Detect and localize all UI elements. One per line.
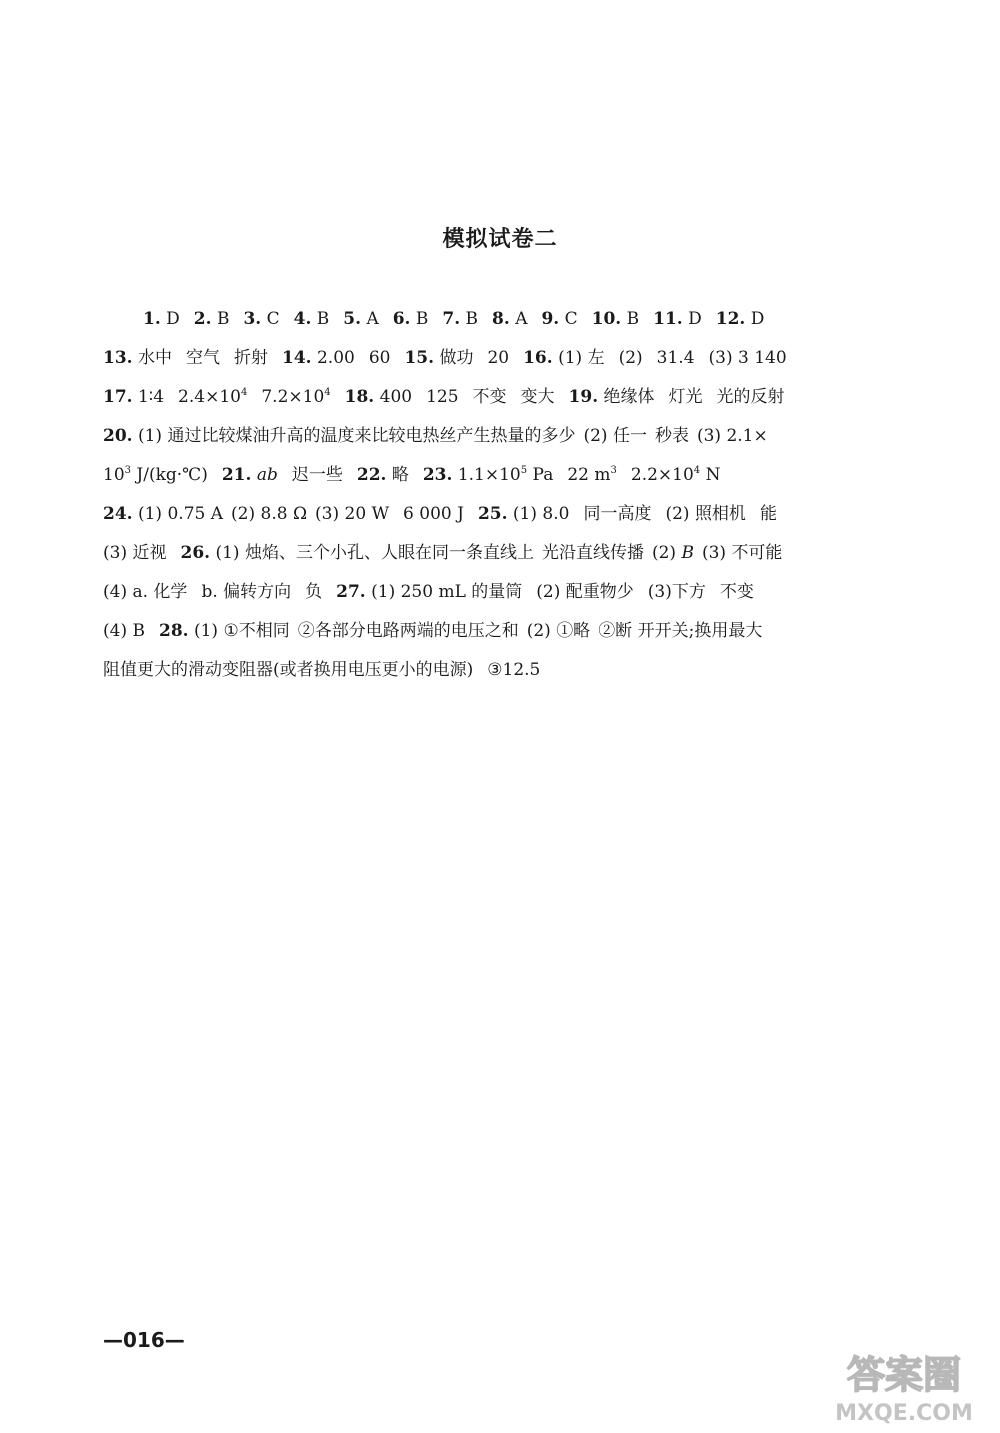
answer: 变大: [520, 387, 555, 407]
answer-line-3: [103, 378, 918, 417]
answer: (3) 2.1×: [696, 426, 768, 446]
answer: (1) 左: [558, 348, 605, 368]
answer: 略: [391, 465, 409, 485]
answer: (1) 烛焰、三个小孔、人眼在同一条直线上: [215, 543, 534, 563]
answer: 折射: [233, 348, 268, 368]
q-num: 3.: [243, 309, 262, 329]
answer: 灯光: [668, 387, 703, 407]
answer: B: [216, 309, 230, 329]
answer-line-5: [103, 456, 918, 495]
answer: 1∶4: [137, 387, 165, 407]
exponent: 3: [124, 465, 132, 476]
answer: 绝缘体: [603, 387, 655, 407]
q-num: 25.: [477, 504, 508, 524]
answer-line-10: [103, 651, 918, 690]
answer: ab: [256, 465, 278, 485]
answer: (3) 3 140: [708, 348, 787, 368]
answer: (2) 配重物少: [536, 582, 634, 602]
answer-line-7: [103, 534, 918, 573]
page-number: —016—: [103, 1328, 185, 1352]
answer: ②断 开开关;换用最大: [598, 621, 763, 641]
answer: 2.00: [316, 348, 355, 368]
q-num: 1.: [143, 309, 161, 329]
answer: ②各部分电路两端的电压之和: [297, 621, 519, 641]
unit: N: [705, 465, 721, 485]
answer: (2) ①略: [526, 621, 591, 641]
answer: D: [750, 309, 765, 329]
answer: 2.4×10: [178, 387, 241, 407]
watermark-logo: [818, 1340, 990, 1425]
unit: Pa: [532, 465, 554, 485]
answer: 迟一些: [291, 465, 343, 485]
answer: 做功: [439, 348, 474, 368]
answer: (2) 照相机: [665, 504, 746, 524]
exponent: 4: [693, 465, 701, 476]
q-num: 23.: [422, 465, 453, 485]
answer: 光沿直线传播: [541, 543, 644, 563]
answer: 60: [368, 348, 391, 368]
answer: (3) 不可能: [701, 543, 783, 563]
exponent: 3: [610, 465, 617, 476]
answer: (2) 8.8 Ω: [231, 504, 308, 524]
q-num: 19.: [568, 387, 599, 407]
q-num: 18.: [344, 387, 375, 407]
q-num: 20.: [103, 426, 133, 446]
answer: B: [681, 543, 694, 563]
answer: (3) 20 W: [315, 504, 390, 524]
answer-line-9: [103, 612, 918, 651]
answer: b. 偏转方向: [201, 582, 292, 602]
answer: 空气: [185, 348, 220, 368]
exponent: 4: [324, 387, 331, 398]
answer: A: [366, 309, 379, 329]
q-num: 12.: [715, 309, 746, 329]
q-num: 28.: [158, 621, 189, 641]
answer: B: [626, 309, 640, 329]
answer: 不变: [472, 387, 507, 407]
answer: B: [316, 309, 330, 329]
q-num: 16.: [523, 348, 553, 368]
answer: 1.1×10: [457, 465, 521, 485]
q-num: 17.: [103, 387, 133, 407]
q-num: 11.: [653, 309, 683, 329]
q-num: 6.: [392, 309, 411, 329]
answer: (1) 8.0: [512, 504, 570, 524]
answer: (4) B: [103, 621, 145, 641]
answer-line-4: [103, 417, 918, 456]
page-title: 模拟试卷二: [442, 227, 558, 252]
q-num: 14.: [281, 348, 312, 368]
q-num: 4.: [293, 309, 312, 329]
q-num: 2.: [193, 309, 212, 329]
watermark-title: 答案圈: [846, 1353, 962, 1397]
exponent: 4: [240, 387, 248, 398]
watermark-url: MXQE.COM: [835, 1401, 973, 1425]
answer: C: [564, 309, 578, 329]
answer: C: [266, 309, 280, 329]
answer: (3) 近视: [103, 543, 167, 563]
answer: D: [688, 309, 702, 329]
answer: (1) 0.75 A: [137, 504, 224, 524]
answer: 7.2×10: [261, 387, 325, 407]
answer: ③12.5: [487, 660, 541, 680]
q-num: 22.: [356, 465, 387, 485]
q-num: 21.: [221, 465, 252, 485]
answer-line-8: [103, 573, 918, 612]
answer: B: [415, 309, 429, 329]
answer: 6 000 J: [403, 504, 464, 524]
answer: 400: [379, 387, 413, 407]
answer: (4) a. 化学: [103, 582, 188, 602]
answer: (1) 250 mL 的量筒: [371, 582, 523, 602]
q-num: 13.: [103, 348, 133, 368]
answer: 2.2×10: [630, 465, 694, 485]
answer-line-6: [103, 495, 918, 534]
answer: 22 m: [567, 465, 611, 485]
answer: 阻值更大的滑动变阻器(或者换用电压更小的电源): [103, 660, 474, 680]
answer: B: [465, 309, 479, 329]
answer: (1) ①不相同: [193, 621, 290, 641]
q-num: 27.: [336, 582, 366, 602]
q-num: 15.: [404, 348, 435, 368]
q-num: 8.: [492, 309, 510, 329]
answer: (3)下方: [647, 582, 706, 602]
answer: (2) 任一: [583, 426, 647, 446]
answer-line-2: [103, 339, 918, 378]
answer: J/(kg·℃): [136, 465, 208, 485]
q-num: 26.: [180, 543, 211, 563]
q-num: 9.: [541, 309, 560, 329]
q-num: 10.: [591, 309, 622, 329]
answer-line-1: [103, 300, 918, 339]
answer: 20: [487, 348, 510, 368]
exponent: 5: [520, 465, 528, 476]
answer: D: [166, 309, 180, 329]
answer: 秒表: [654, 426, 689, 446]
answer: 负: [305, 582, 323, 602]
answer: 同一高度: [583, 504, 652, 524]
answer: A: [515, 309, 528, 329]
q-num: 5.: [343, 309, 362, 329]
answer: 31.4: [656, 348, 695, 368]
answer: (2): [618, 348, 643, 368]
answer: 能: [759, 504, 777, 524]
answer: 125: [426, 387, 459, 407]
answer: 水中: [137, 348, 172, 368]
answer: (1) 通过比较煤油升高的温度来比较电热丝产生热量的多少: [137, 426, 576, 446]
q-num: 7.: [442, 309, 461, 329]
answer: 不变: [719, 582, 754, 602]
answer: (2): [651, 543, 677, 563]
q-num: 24.: [103, 504, 133, 524]
answer: 10: [103, 465, 125, 485]
answer: 光的反射: [716, 387, 785, 407]
answer-list: [103, 300, 918, 690]
